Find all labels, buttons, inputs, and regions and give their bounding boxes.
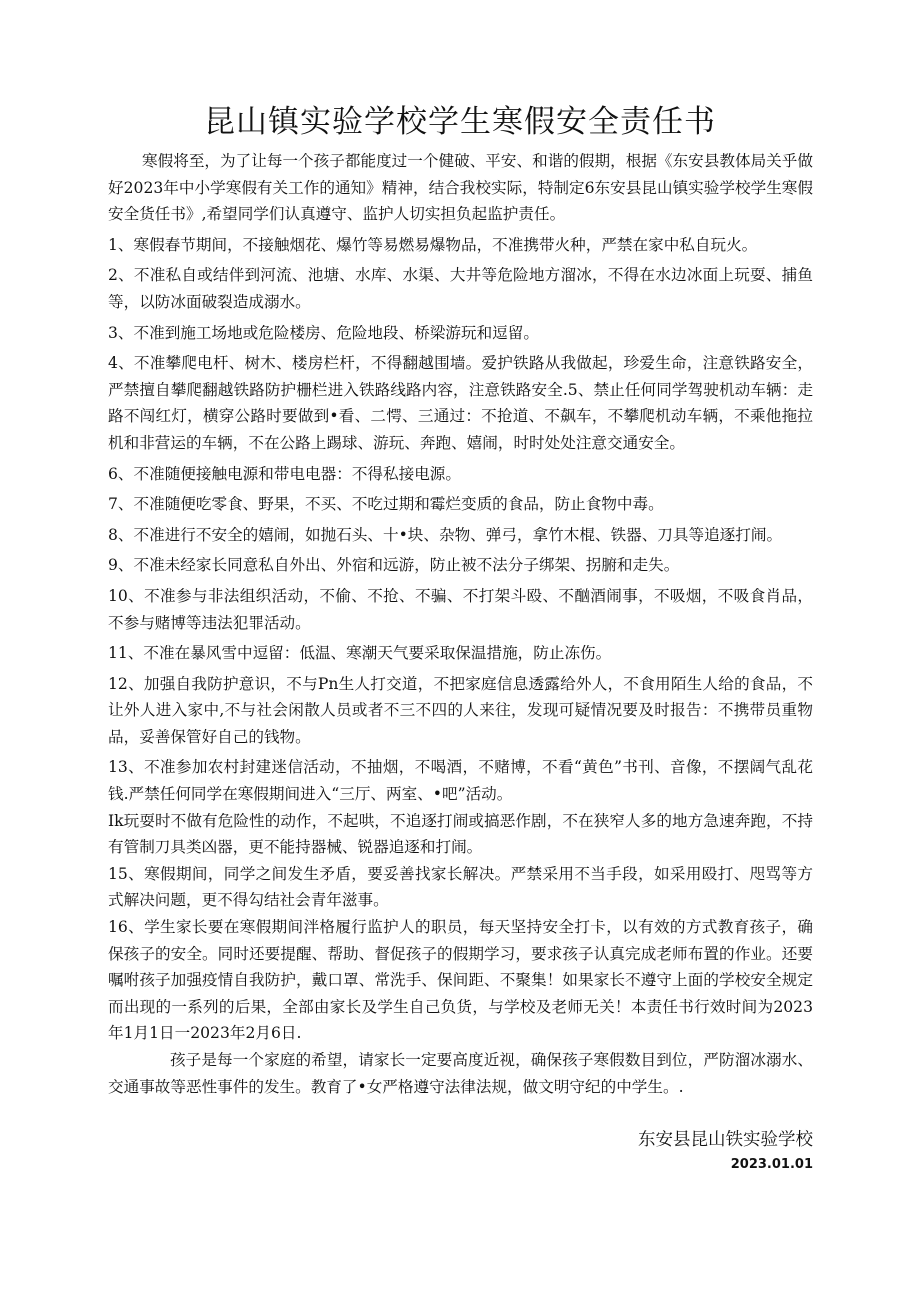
rule-item-6: 6、不准随便接触电源和带电电器：不得私接电源。 (108, 464, 461, 483)
rule-item-2: 2、不准私自或结伴到河流、池塘、水库、水渠、大井等危险地方溜冰，不得在水边冰面上玩耍、捕鱼等，以防冰面破裂造成溺水。 (108, 266, 813, 311)
closing-paragraph: 孩子是每一个家庭的希望，请家长一定要高度近视，确保孩子寒假数目到位，严防溜冰溺水、交通事故等恶性事件的发生。教育了•女严格遵守法律法规，做文明守纪的中学生。. (108, 1051, 813, 1096)
intro-paragraph: 寒假将至，为了让每一个孩子都能度过一个健破、平安、和谐的假期，根据《东安县教体局关乎做好2023年中小学寒假有关工作的通知》精神，结合我校实际，特制定6东安县昆山镇实验学校学生寒假安全货任书》,希望同学们认真遵守、监护人切实担负起监护责任。 (108, 152, 813, 224)
document-body (108, 148, 813, 1104)
rule-item-13: 13、不准参加农村封建迷信活动，不抽烟，不喝酒，不赌博，不看“黄色”书刊、音像，不摆阔气乱花钱.严禁任何同学在寒假期间进入“三厅、两室、•吧”活动。 (108, 758, 813, 804)
rule-item-7: 7、不准随便吃零食、野果，不买、不吃过期和霉烂变质的食品，防止食物中毒。 (108, 495, 664, 514)
rule-item-12: 12、加强自我防护意识，不与Pn生人打交道，不把家庭信息透露给外人，不食用陌生人给的食品，不让外人进入家中,不与社会闲散人员或者不三不四的人来往，发现可疑情况要及时报告：不携带员重物品，妥善保管好自己的钱物。 (108, 674, 813, 746)
rule-item-4: 4、不准攀爬电杆、树木、楼房栏杆，不得翻越围墙。爱护铁路从我做起，珍爱生命，注意铁路安全，严禁擅自攀爬翻越铁路防护栅栏进入铁路线路内容，注意铁路安全.5、禁止任何同学驾驶机动车辆：走路不闯红灯，横穿公路时要做到•看、二愕、三通过：不抢道、不飙车，不攀爬机动车辆，不乘他拖拉机和非营运的车辆，不在公路上踢球、游玩、奔跑、嬉闹，时时处处注意交通安全。 (108, 354, 813, 452)
rule-item-1: 1、寒假春节期间，不接触烟花、爆竹等易燃易爆物品，不准携带火种，严禁在家中私自玩火。 (108, 235, 758, 254)
rule-item-3: 3、不准到施工场地或危险楼房、危险地段、桥梁游玩和逗留。 (108, 323, 539, 342)
signature-date: 2023.01.01 (730, 1157, 813, 1172)
rule-item-15: 15、寒假期间，同学之间发生矛盾，要妥善找家长解决。严禁采用不当手段，如采用殴打、咫骂等方式解决问题，更不得勾结社会青年滋事。 (108, 864, 813, 910)
rule-item-14: Ik玩耍时不做有危险性的动作，不起哄，不追逐打闹或搞恶作剧，不在狭窄人多的地方急速奔跑，不持有管制刀具类凶器，更不能持器械、锐器追逐和打闹。 (108, 811, 813, 857)
rule-item-10: 10、不准参与非法组织活动，不偷、不抢、不骗、不打架斗殴、不酗酒闹事，不吸烟，不吸食肖品，不参与赌博等违法犯罪活动。 (108, 586, 813, 632)
school-signature: 东安县昆山铁实验学校 (638, 1130, 813, 1150)
rule-item-16: 16、学生家长要在寒假期间泮格履行监护人的职员，每天坚持安全打卡，以有效的方式教育孩子，确保孩子的安全。同时还要提醒、帮助、督促孩子的假期学习，要求孩子认真完成老师布置的作业。还要嘱咐孩子加强疫情自我防护，戴口罩、常洗手、保间距、不聚集！如果家长不遵守上面的学校安全规定而出现的一系列的后果，全部由家长及学生自己负货，与学校及老师无关！本责任书行效时间为2023年1月1日一2023年2月6日. (108, 918, 813, 1043)
rule-item-9: 9、不准未经家长同意私自外出、外宿和远游，防止被不法分子绑架、拐腑和走失。 (108, 556, 680, 575)
rule-item-11: 11、不准在暴风雪中逗留：低温、寒潮天气要采取保温措施，防止冻伤。 (108, 644, 612, 663)
rule-item-8: 8、不准进行不安全的嬉闹，如抛石头、十•块、杂物、弹弓，拿竹木棍、铁器、刀具等追逐打闹。 (108, 525, 783, 544)
document-title: 昆山镇实验学校学生寒假安全责任书 (204, 104, 716, 140)
